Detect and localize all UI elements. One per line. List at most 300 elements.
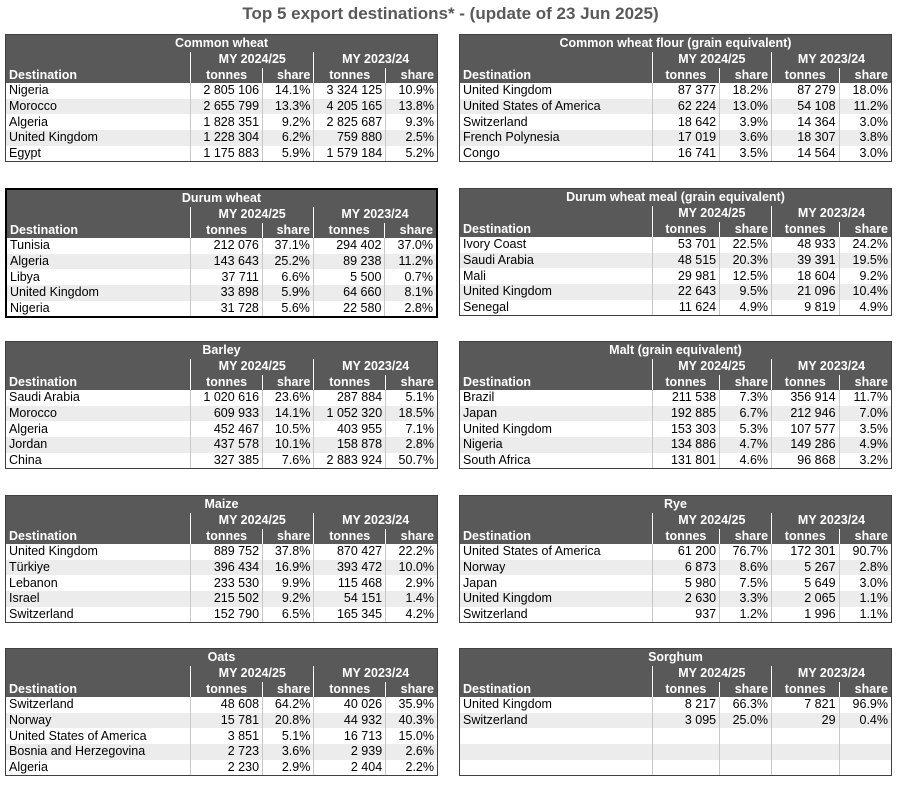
share-2024-25-cell: 3.6% (720, 130, 772, 146)
tonnes-2023-24-cell: 18 604 (772, 268, 839, 284)
table-row (7, 254, 436, 270)
table-row (460, 99, 891, 115)
share-2024-25-cell: 12.5% (720, 268, 772, 284)
period-header-row (6, 513, 437, 529)
share-2023-24-cell: 90.7% (839, 544, 891, 560)
destination-cell: Switzerland (460, 713, 652, 729)
tonnes-2023-24-cell: 48 933 (772, 237, 839, 253)
share-2023-24-cell: 2.8% (839, 560, 891, 576)
tonnes-2023-24-cell: 107 577 (772, 421, 839, 437)
column-header-row (6, 68, 437, 84)
tonnes-2023-24-cell: 14 364 (772, 114, 839, 130)
tonnes-2023-24-cell: 172 301 (772, 544, 839, 560)
destination-cell: United Kingdom (6, 544, 191, 560)
table-row (460, 130, 891, 146)
share-2024-25-cell (720, 760, 772, 776)
destination-cell: Bosnia and Herzegovina (6, 744, 191, 760)
share-2023-24-cell: 3.5% (839, 421, 891, 437)
table-row (460, 437, 891, 453)
tonnes-header: tonnes (772, 222, 839, 238)
period-spacer (7, 207, 191, 223)
table-row (460, 560, 891, 576)
table-row (6, 560, 437, 576)
destination-cell: Türkiye (6, 560, 191, 576)
period-spacer (460, 359, 652, 375)
destination-cell: Algeria (7, 254, 191, 270)
product-name: Durum wheat (7, 190, 436, 207)
share-header: share (385, 223, 436, 239)
table-row (6, 453, 437, 469)
tonnes-2024-25-cell: 131 801 (652, 453, 719, 469)
destination-header: Destination (7, 223, 191, 239)
table-row (460, 268, 891, 284)
destination-cell: United States of America (6, 728, 191, 744)
export-table (460, 35, 891, 161)
tonnes-2023-24-cell: 165 345 (314, 607, 386, 623)
table-row (6, 114, 437, 130)
share-header: share (386, 682, 437, 698)
share-2024-25-cell: 37.1% (262, 238, 313, 254)
tonnes-2023-24-cell: 44 932 (314, 713, 386, 729)
table-row (6, 713, 437, 729)
share-2024-25-cell: 6.7% (720, 406, 772, 422)
share-2024-25-cell: 64.2% (263, 697, 314, 713)
tonnes-2024-25-cell: 1 020 616 (191, 390, 263, 406)
share-2024-25-cell: 10.1% (263, 437, 314, 453)
share-2023-24-cell: 40.3% (386, 713, 437, 729)
table-row (460, 114, 891, 130)
destination-cell: Algeria (6, 760, 191, 776)
table-row (6, 146, 437, 162)
table-row (460, 300, 891, 316)
share-2024-25-cell: 8.6% (720, 560, 772, 576)
tonnes-2023-24-cell: 212 946 (772, 406, 839, 422)
table-row (7, 269, 436, 285)
share-2024-25-cell: 1.2% (720, 607, 772, 623)
export-table (6, 649, 437, 775)
tonnes-2024-25-cell (652, 744, 719, 760)
share-2024-25-cell: 5.9% (263, 146, 314, 162)
tonnes-2024-25-cell: 8 217 (652, 697, 719, 713)
period-2024-25: MY 2024/25 (191, 52, 314, 68)
period-header-row (6, 52, 437, 68)
table-row (460, 146, 891, 162)
panel-8 (5, 648, 438, 776)
share-2023-24-cell: 18.5% (386, 406, 437, 422)
share-2024-25-cell: 5.3% (720, 421, 772, 437)
share-2023-24-cell: 2.9% (386, 575, 437, 591)
tonnes-2023-24-cell: 393 472 (314, 560, 386, 576)
destination-cell: Switzerland (460, 607, 652, 623)
share-2024-25-cell: 76.7% (720, 544, 772, 560)
tonnes-header: tonnes (652, 68, 719, 84)
table-row (6, 544, 437, 560)
share-2024-25-cell: 9.5% (720, 284, 772, 300)
share-2023-24-cell: 1.1% (839, 607, 891, 623)
share-2024-25-cell: 22.5% (720, 237, 772, 253)
tonnes-header: tonnes (772, 375, 839, 391)
share-2024-25-cell: 13.3% (263, 99, 314, 115)
destination-cell: Japan (460, 575, 652, 591)
tonnes-2023-24-cell: 18 307 (772, 130, 839, 146)
column-header-row (6, 375, 437, 391)
period-header-row (460, 359, 891, 375)
product-header-row (6, 35, 437, 52)
destination-cell: Tunisia (7, 238, 191, 254)
destination-cell: South Africa (460, 453, 652, 469)
share-header: share (839, 529, 891, 545)
share-2023-24-cell: 0.4% (839, 713, 891, 729)
period-2024-25: MY 2024/25 (191, 359, 314, 375)
tonnes-header: tonnes (772, 529, 839, 545)
period-spacer (6, 666, 191, 682)
tonnes-header: tonnes (772, 68, 839, 84)
share-2024-25-cell: 14.1% (263, 83, 314, 99)
period-header-row (460, 666, 891, 682)
period-header-row (460, 52, 891, 68)
share-2024-25-cell: 3.5% (720, 146, 772, 162)
period-header-row (6, 666, 437, 682)
tonnes-2024-25-cell: 2 805 106 (191, 83, 263, 99)
table-row (460, 575, 891, 591)
period-2024-25: MY 2024/25 (652, 513, 771, 529)
share-2023-24-cell: 50.7% (386, 453, 437, 469)
destination-cell: Algeria (6, 114, 191, 130)
tonnes-2023-24-cell: 29 (772, 713, 839, 729)
destination-cell: United Kingdom (6, 130, 191, 146)
tonnes-header: tonnes (652, 375, 719, 391)
product-header-row (7, 190, 436, 207)
period-header-row (460, 513, 891, 529)
share-2024-25-cell: 37.8% (263, 544, 314, 560)
share-2024-25-cell: 16.9% (263, 560, 314, 576)
export-table (460, 342, 891, 468)
tonnes-header: tonnes (772, 682, 839, 698)
share-2023-24-cell: 5.1% (386, 390, 437, 406)
share-2024-25-cell: 7.3% (720, 390, 772, 406)
table-row (460, 760, 891, 776)
share-2024-25-cell: 4.7% (720, 437, 772, 453)
panel-7 (459, 495, 892, 623)
share-2024-25-cell (720, 728, 772, 744)
product-header-row (460, 649, 891, 666)
tonnes-2024-25-cell: 452 467 (191, 421, 263, 437)
tonnes-2024-25-cell: 1 828 351 (191, 114, 263, 130)
period-2023-24: MY 2023/24 (772, 666, 891, 682)
page-title: Top 5 export destinations* - (update of 23 Jun 2025) (242, 4, 659, 23)
tonnes-2023-24-cell: 22 580 (313, 301, 384, 317)
share-2023-24-cell: 18.0% (839, 83, 891, 99)
share-header: share (386, 529, 437, 545)
tonnes-2024-25-cell: 212 076 (191, 238, 262, 254)
product-header-row (6, 496, 437, 513)
share-header: share (386, 375, 437, 391)
share-2024-25-cell (720, 744, 772, 760)
share-2024-25-cell: 3.9% (720, 114, 772, 130)
destination-header: Destination (6, 68, 191, 84)
destination-header: Destination (6, 375, 191, 391)
tonnes-2024-25-cell: 437 578 (191, 437, 263, 453)
tonnes-2024-25-cell: 15 781 (191, 713, 263, 729)
destination-cell: Switzerland (6, 697, 191, 713)
tonnes-2024-25-cell: 152 790 (191, 607, 263, 623)
destination-cell: Japan (460, 406, 652, 422)
panel-4 (5, 341, 438, 469)
table-row (6, 760, 437, 776)
tonnes-2024-25-cell: 53 701 (652, 237, 719, 253)
destination-cell: Ivory Coast (460, 237, 652, 253)
share-header: share (839, 682, 891, 698)
tonnes-header: tonnes (652, 529, 719, 545)
share-2024-25-cell: 5.6% (262, 301, 313, 317)
tonnes-2023-24-cell: 7 821 (772, 697, 839, 713)
table-row (7, 285, 436, 301)
share-2024-25-cell: 25.2% (262, 254, 313, 270)
destination-cell: Saudi Arabia (6, 390, 191, 406)
table-row (460, 697, 891, 713)
share-header: share (386, 68, 437, 84)
destination-cell: Lebanon (6, 575, 191, 591)
destination-cell: Senegal (460, 300, 652, 316)
period-spacer (6, 513, 191, 529)
share-header: share (262, 223, 313, 239)
tonnes-2024-25-cell: 18 642 (652, 114, 719, 130)
period-2023-24: MY 2023/24 (772, 206, 891, 222)
share-2024-25-cell: 3.6% (263, 744, 314, 760)
destination-cell: Algeria (6, 421, 191, 437)
product-header-row (6, 342, 437, 359)
tonnes-2024-25-cell: 62 224 (652, 99, 719, 115)
share-2023-24-cell: 19.5% (839, 253, 891, 269)
tonnes-2023-24-cell: 2 065 (772, 591, 839, 607)
tonnes-2023-24-cell (772, 744, 839, 760)
share-2024-25-cell: 3.3% (720, 591, 772, 607)
tonnes-2023-24-cell: 54 108 (772, 99, 839, 115)
share-2023-24-cell: 3.2% (839, 453, 891, 469)
share-2023-24-cell: 1.4% (386, 591, 437, 607)
share-2023-24-cell: 37.0% (385, 238, 436, 254)
share-2024-25-cell: 4.6% (720, 453, 772, 469)
share-2023-24-cell: 7.0% (839, 406, 891, 422)
table-row (460, 83, 891, 99)
product-name: Sorghum (460, 649, 891, 666)
destination-cell: Libya (7, 269, 191, 285)
destination-cell: Saudi Arabia (460, 253, 652, 269)
export-table (460, 496, 891, 622)
tonnes-2024-25-cell: 1 175 883 (191, 146, 263, 162)
destination-cell: French Polynesia (460, 130, 652, 146)
share-2024-25-cell: 18.2% (720, 83, 772, 99)
share-2023-24-cell: 0.7% (385, 269, 436, 285)
share-2024-25-cell: 66.3% (720, 697, 772, 713)
period-header-row (460, 206, 891, 222)
destination-cell (460, 744, 652, 760)
share-2023-24-cell: 7.1% (386, 421, 437, 437)
share-2023-24-cell: 2.2% (386, 760, 437, 776)
tonnes-2024-25-cell: 37 711 (191, 269, 262, 285)
destination-cell (460, 728, 652, 744)
destination-cell: Mali (460, 268, 652, 284)
share-header: share (720, 682, 772, 698)
share-2024-25-cell: 20.3% (720, 253, 772, 269)
product-name: Maize (6, 496, 437, 513)
panel-1 (459, 34, 892, 162)
destination-cell: Norway (460, 560, 652, 576)
tonnes-2023-24-cell: 5 649 (772, 575, 839, 591)
tonnes-2023-24-cell: 2 825 687 (314, 114, 386, 130)
tonnes-2023-24-cell: 2 404 (314, 760, 386, 776)
table-row (460, 284, 891, 300)
share-2023-24-cell: 3.0% (839, 114, 891, 130)
tonnes-2024-25-cell: 327 385 (191, 453, 263, 469)
destination-header: Destination (460, 682, 652, 698)
tonnes-2024-25-cell: 2 723 (191, 744, 263, 760)
share-2023-24-cell: 10.4% (839, 284, 891, 300)
table-row (6, 83, 437, 99)
tonnes-header: tonnes (652, 682, 719, 698)
tonnes-2024-25-cell: 215 502 (191, 591, 263, 607)
export-table (460, 649, 891, 775)
column-header-row (460, 682, 891, 698)
period-2023-24: MY 2023/24 (314, 359, 437, 375)
export-table (7, 190, 436, 316)
period-2023-24: MY 2023/24 (314, 52, 437, 68)
share-header: share (720, 222, 772, 238)
tonnes-2023-24-cell: 21 096 (772, 284, 839, 300)
share-2024-25-cell: 7.6% (263, 453, 314, 469)
destination-cell: Jordan (6, 437, 191, 453)
share-2023-24-cell: 8.1% (385, 285, 436, 301)
tonnes-2023-24-cell: 16 713 (314, 728, 386, 744)
destination-cell: Morocco (6, 406, 191, 422)
share-2023-24-cell: 35.9% (386, 697, 437, 713)
tonnes-2023-24-cell: 39 391 (772, 253, 839, 269)
export-table (460, 189, 891, 315)
tonnes-2024-25-cell: 192 885 (652, 406, 719, 422)
destination-cell: Congo (460, 146, 652, 162)
tonnes-2024-25-cell: 2 230 (191, 760, 263, 776)
tonnes-header: tonnes (313, 223, 384, 239)
destination-cell: Nigeria (460, 437, 652, 453)
share-2023-24-cell: 24.2% (839, 237, 891, 253)
destination-cell: Israel (6, 591, 191, 607)
export-table (6, 35, 437, 161)
tonnes-2023-24-cell (772, 760, 839, 776)
destination-cell: United States of America (460, 544, 652, 560)
share-header: share (839, 375, 891, 391)
panel-3 (459, 188, 892, 316)
product-header-row (460, 342, 891, 359)
share-2023-24-cell: 2.5% (386, 130, 437, 146)
tonnes-2023-24-cell: 870 427 (314, 544, 386, 560)
period-2023-24: MY 2023/24 (314, 513, 437, 529)
share-header: share (263, 68, 314, 84)
destination-header: Destination (6, 682, 191, 698)
period-spacer (6, 359, 191, 375)
share-2024-25-cell: 20.8% (263, 713, 314, 729)
table-row (6, 728, 437, 744)
period-header-row (7, 207, 436, 223)
destination-cell: China (6, 453, 191, 469)
share-2023-24-cell: 4.2% (386, 607, 437, 623)
tonnes-header: tonnes (314, 682, 386, 698)
tonnes-2023-24-cell: 356 914 (772, 390, 839, 406)
share-2023-24-cell: 3.0% (839, 146, 891, 162)
tonnes-2024-25-cell: 31 728 (191, 301, 262, 317)
period-spacer (460, 52, 652, 68)
table-row (460, 390, 891, 406)
product-header-row (460, 189, 891, 206)
share-2024-25-cell: 23.6% (263, 390, 314, 406)
tonnes-2023-24-cell (772, 728, 839, 744)
panel-9 (459, 648, 892, 776)
period-spacer (460, 666, 652, 682)
share-2024-25-cell: 5.1% (263, 728, 314, 744)
tonnes-2024-25-cell: 396 434 (191, 560, 263, 576)
column-header-row (460, 529, 891, 545)
share-header: share (720, 68, 772, 84)
share-2023-24-cell: 4.9% (839, 300, 891, 316)
tonnes-2023-24-cell: 40 026 (314, 697, 386, 713)
share-2024-25-cell: 6.2% (263, 130, 314, 146)
table-row (6, 99, 437, 115)
table-row (6, 744, 437, 760)
share-2023-24-cell (839, 744, 891, 760)
period-spacer (460, 206, 652, 222)
period-header-row (6, 359, 437, 375)
tonnes-2024-25-cell: 11 624 (652, 300, 719, 316)
share-2023-24-cell: 11.7% (839, 390, 891, 406)
period-2023-24: MY 2023/24 (772, 52, 891, 68)
table-row (7, 301, 436, 317)
destination-cell: Egypt (6, 146, 191, 162)
table-row (460, 453, 891, 469)
product-name: Common wheat (6, 35, 437, 52)
share-2023-24-cell: 2.8% (385, 301, 436, 317)
table-row (460, 544, 891, 560)
panel-2 (5, 188, 438, 318)
tonnes-2023-24-cell: 89 238 (313, 254, 384, 270)
share-header: share (720, 375, 772, 391)
share-2023-24-cell: 9.3% (386, 114, 437, 130)
tonnes-2023-24-cell: 115 468 (314, 575, 386, 591)
share-2023-24-cell: 9.2% (839, 268, 891, 284)
period-2023-24: MY 2023/24 (313, 207, 436, 223)
share-2024-25-cell: 9.2% (263, 591, 314, 607)
share-2023-24-cell: 10.0% (386, 560, 437, 576)
tonnes-2023-24-cell: 1 052 320 (314, 406, 386, 422)
tonnes-header: tonnes (314, 68, 386, 84)
destination-cell: Nigeria (6, 83, 191, 99)
tonnes-2024-25-cell: 2 655 799 (191, 99, 263, 115)
column-header-row (6, 682, 437, 698)
period-2023-24: MY 2023/24 (772, 513, 891, 529)
share-2024-25-cell: 9.2% (263, 114, 314, 130)
period-spacer (460, 513, 652, 529)
share-header: share (263, 682, 314, 698)
table-row (6, 130, 437, 146)
tonnes-2024-25-cell: 134 886 (652, 437, 719, 453)
column-header-row (7, 223, 436, 239)
table-row (6, 591, 437, 607)
table-row (460, 591, 891, 607)
tonnes-2023-24-cell: 96 868 (772, 453, 839, 469)
product-header-row (6, 649, 437, 666)
period-2024-25: MY 2024/25 (652, 206, 771, 222)
period-2024-25: MY 2024/25 (652, 666, 771, 682)
tonnes-2023-24-cell: 5 500 (313, 269, 384, 285)
share-2023-24-cell: 11.2% (385, 254, 436, 270)
